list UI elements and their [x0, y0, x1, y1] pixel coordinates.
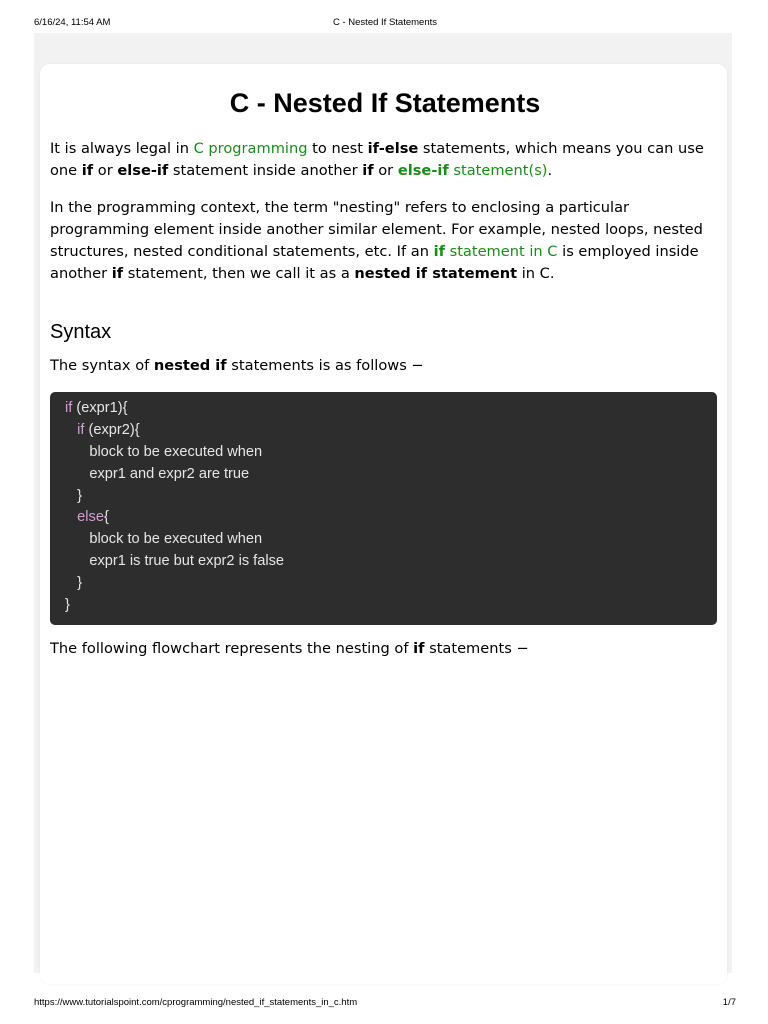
text: to nest [307, 140, 368, 157]
code-text: { [103, 509, 109, 526]
print-page-number: 1/7 [722, 997, 736, 1008]
link-text: statement in C [444, 243, 558, 260]
code-indent [65, 422, 77, 438]
code-text: (expr2){ [84, 421, 140, 438]
flowchart-intro-paragraph [50, 638, 720, 660]
keyword-if-else: if-else [367, 140, 419, 157]
c-programming-link[interactable]: C programming [193, 140, 308, 157]
text: statement inside another [168, 162, 363, 179]
code-line: } [65, 487, 83, 504]
link-text: statement(s) [448, 162, 548, 179]
keyword-if: if [81, 162, 94, 179]
text: The syntax of [50, 357, 154, 374]
keyword-if: if [413, 640, 425, 657]
code-line [65, 507, 702, 529]
code-line: } [65, 575, 83, 592]
text: statements, which means you can use one [50, 140, 704, 179]
text: . [547, 162, 553, 179]
code-line: expr1 is true but expr2 is false [65, 553, 285, 570]
keyword-if: if [362, 162, 374, 179]
print-datetime: 6/16/24, 11:54 AM [34, 17, 111, 28]
text: The following flowchart represents the nesting of [50, 640, 414, 657]
text: is employed inside another [50, 243, 699, 282]
text: statement, then we call it as a [123, 265, 355, 282]
code-line: } [65, 597, 70, 614]
text: or [93, 162, 118, 179]
code-line: block to be executed when [65, 531, 263, 548]
link-keyword: else-if [397, 162, 449, 179]
code-text: (expr1){ [72, 400, 128, 416]
code-keyword: if [77, 421, 85, 438]
code-line [65, 420, 702, 442]
link-keyword: if [433, 243, 445, 260]
intro-paragraph [50, 138, 720, 182]
term-nested-if: nested if [153, 357, 227, 374]
text: or [373, 162, 398, 179]
text: in C. [517, 265, 555, 282]
syntax-intro-paragraph [50, 355, 720, 377]
print-url: https://www.tutorialspoint.com/cprogramming/nested_if_statements_in_c.htm [34, 997, 358, 1008]
text: statements is as follows − [226, 357, 424, 374]
code-keyword: else [77, 509, 104, 526]
text: In the programming context, the term "nesting" refers to enclosing a particular programming element inside another similar element. For example, nested loops, nested structures, nested conditional statements, etc. If an [50, 199, 703, 260]
code-indent [65, 509, 77, 525]
print-footer [34, 997, 736, 1009]
text: statements − [424, 640, 529, 657]
code-keyword: if [65, 400, 73, 416]
code-line: block to be executed when [65, 443, 263, 460]
code-line [65, 398, 702, 420]
else-if-statements-link[interactable] [398, 162, 548, 179]
code-line: expr1 and expr2 are true [65, 465, 250, 482]
page-title: C - Nested If Statements [229, 88, 541, 118]
print-page-title: C - Nested If Statements [332, 17, 437, 28]
print-header [34, 17, 736, 29]
keyword-else-if: else-if [117, 162, 169, 179]
if-statement-link[interactable] [434, 243, 558, 260]
term-nested-if-statement: nested if statement [354, 265, 518, 282]
code-block[interactable] [50, 392, 717, 625]
text: It is always legal in [50, 140, 194, 157]
keyword-if: if [111, 265, 124, 282]
nesting-paragraph [50, 197, 720, 285]
article-content [50, 84, 720, 660]
syntax-heading: Syntax [50, 321, 112, 343]
